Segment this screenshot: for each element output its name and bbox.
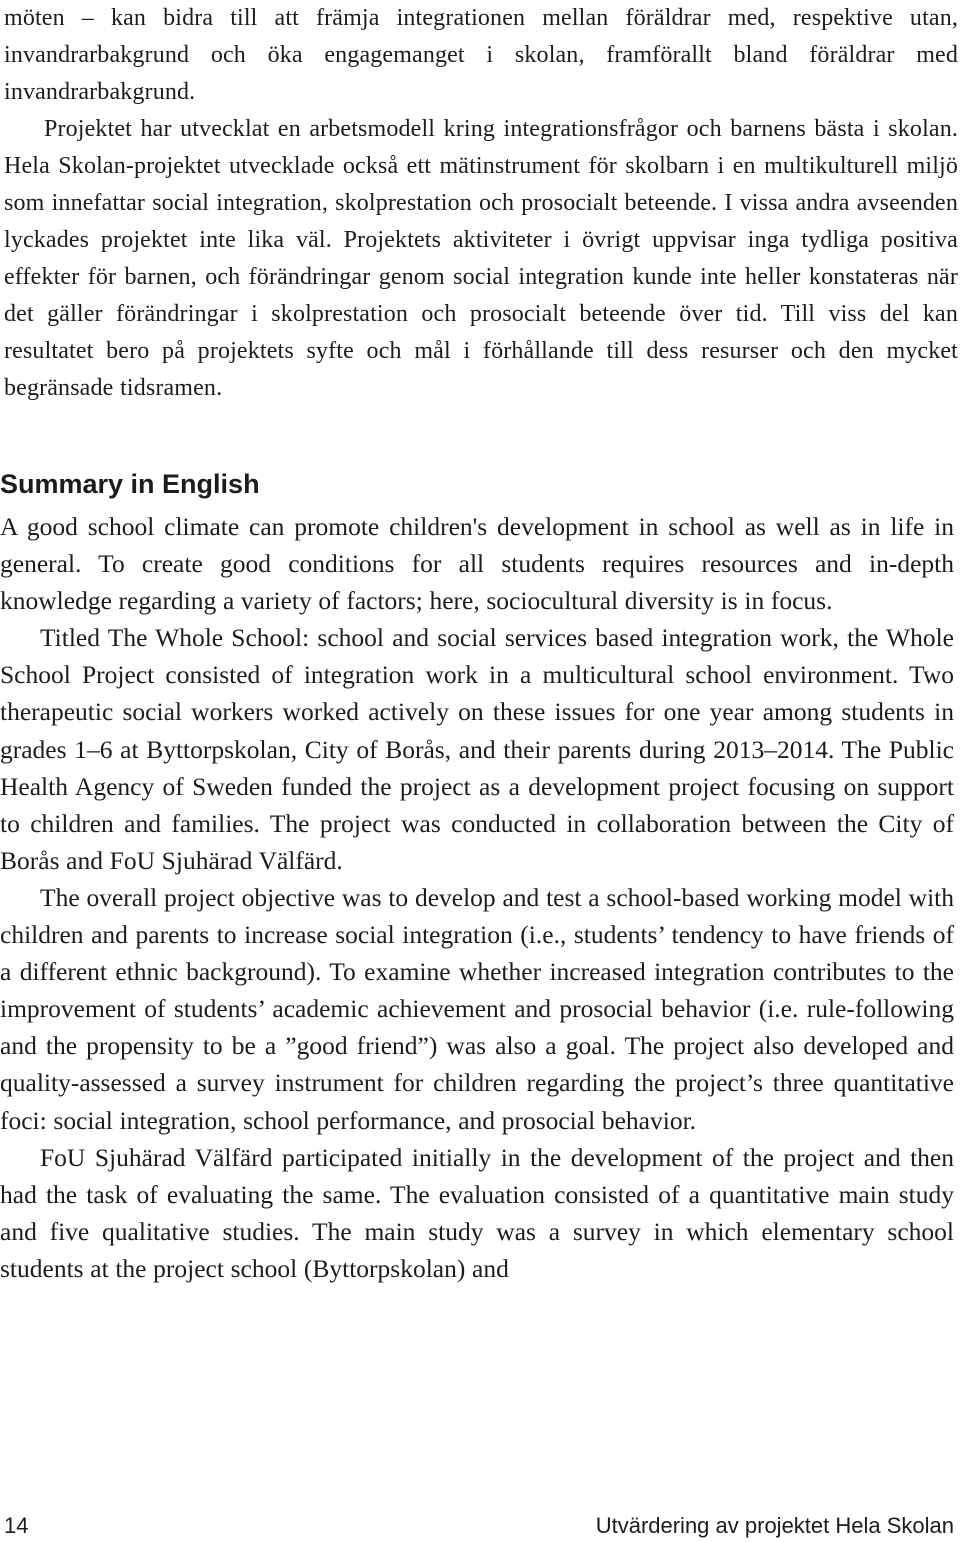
swedish-text-block: [4, 0, 958, 407]
swedish-paragraph-2: Projektet har utvecklat en arbetsmodell kring integrationsfrågor och barnens bästa i skolan. Hela Skolan-projektet utvecklade också ett mätinstrument för skolbarn i en multikulturell miljö som innefattar social integration, skolprestation och prosocialt beteende. I vissa andra avseenden lyckades projektet inte lika väl. Projektets aktiviteter i övrigt uppvisar inga tydliga positiva effekter för barnen, och förändringar genom social integration kunde inte heller konstateras när det gäller förändringar i skolprestation och prosocialt beteende över tid. Till viss del kan resultatet bero på projektets syfte och mål i förhållande till dess resurser och den mycket begränsade tidsramen.: [4, 116, 958, 401]
section-heading: Summary in English: [0, 469, 260, 499]
summary-paragraph-1: A good school climate can promote children's development in school as well as in life in general. To create good conditions for all students requires resources and in-depth knowledge regarding a variety of factors; here, sociocultural diversity is in focus.: [0, 512, 954, 616]
swedish-paragraph-1: möten – kan bidra till att främja integrationen mellan föräldrar med, respektive utan, invandrarbakgrund och öka engagemanget i skolan, framförallt bland föräldrar med invandrarbakgrund.: [4, 5, 958, 105]
running-title: Utvärdering av projektet Hela Skolan: [595, 1513, 954, 1538]
document-page: [4, 0, 958, 407]
english-summary-block: [0, 508, 954, 1287]
summary-paragraph-2: Titled The Whole School: school and social services based integration work, the Whole School Project consisted of integration work in a multicultural school environment. Two therapeutic social workers worked actively on these issues for one year among students in grades 1–6 at Byttorpskolan, City of Borås, and their parents during 2013–2014. The Public Health Agency of Sweden funded the project as a development project focusing on support to children and families. The project was conducted in collaboration between the City of Borås and FoU Sjuhärad Välfärd.: [0, 623, 954, 875]
summary-paragraph-3: The overall project objective was to develop and test a school-based working model with children and parents to increase social integration (i.e., students’ tendency to have friends of a different ethnic background). To examine whether increased integration contributes to the improvement of students’ academic achievement and prosocial behavior (i.e. rule-following and the propensity to be a ”good friend”) was also a goal. The project also developed and quality-assessed a survey instrument for children regarding the project’s three quantitative foci: social integration, school performance, and prosocial behavior.: [0, 882, 954, 1135]
page-number: 14: [4, 1513, 29, 1538]
summary-paragraph-4: FoU Sjuhärad Välfärd participated initially in the development of the project and then had the task of evaluating the same. The evaluation consisted of a quantitative main study and five qualitative studies. The main study was a survey in which elementary school students at the project school (Byttorpskolan) and: [0, 1142, 954, 1283]
